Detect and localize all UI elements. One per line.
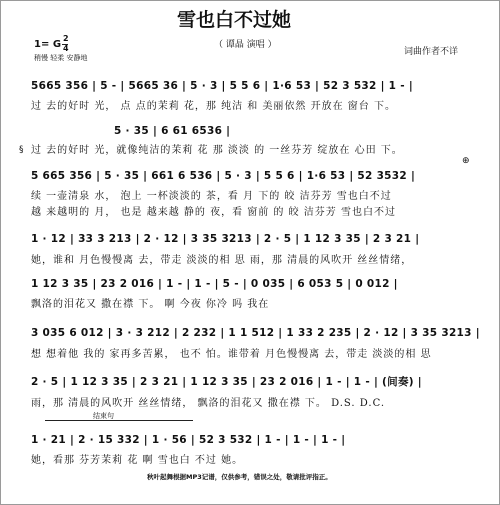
key-signature: 1= G	[34, 39, 62, 50]
lyrics-line-3a: 续 一壶清泉 水， 泡上 一杯淡淡的 茶，看 月 下的 皎 洁芬芳 雪也白不过	[31, 191, 392, 202]
lyrics-line-4: 她，谁和 月色慢慢离 去，带走 淡淡的相 思 雨，那 清晨的风吹开 丝丝情绪，	[31, 255, 413, 266]
lyrics-line-6: 想 想着他 我的 家再多苦累， 也不 怕。谁带着 月色慢慢离 去，带走 淡淡的相 思	[31, 349, 432, 360]
coda-icon: ⊕	[462, 156, 470, 166]
lyrics-line-3b: 越 来越明的 月， 也是 越来越 静的 夜，看 窗前 的 皎 洁芬芳 雪也白不过	[31, 207, 396, 218]
transcription-footnote: 秋叶起舞根据MP3记谱，仅供参考，错误之处，敬请批评指正。	[147, 473, 332, 481]
tempo-marking: 稍慢 轻柔 安静地	[34, 54, 88, 62]
notes-line-3: 5 665 356 | 5 · 35 | 661 6 536 | 5 · 3 | 5 5 6 | 1·6 53 | 52 3532 |	[31, 170, 416, 182]
segno-icon: §	[19, 145, 24, 155]
song-title: 雪也白不过她	[177, 9, 292, 31]
notes-line-8: 1 · 21 | 2 · 15 332 | 1 · 56 | 52 3 532 | 1 - | 1 - | 1 - |	[31, 434, 346, 446]
lyrics-line-1: 过 去的好时 光， 点 点的茉莉 花，那 纯洁 和 美丽依然 开放在 窗台 下。	[31, 101, 396, 112]
meter-bottom: 4	[63, 44, 69, 53]
lyrics-line-2: 过 去的好时 光，就像纯洁的茉莉 花 那 淡淡 的 一丝芬芳 绽放在 心田 下。	[31, 145, 403, 156]
ending-label: 结束句	[93, 412, 114, 420]
notes-line-5: 1 12 3 35 | 23 2 016 | 1 - | 1 - | 5 - | 0 035 | 6 053 5 | 0 012 |	[31, 278, 398, 290]
meter-top: 2	[63, 34, 69, 43]
lyrics-line-5: 飘洛的泪花又 撒在襟 下。 啊 今夜 你冷 吗 我在	[31, 299, 270, 310]
lyrics-line-8: 她，看那 芬芳茉莉 花 啊 雪也白 不过 她。	[31, 455, 244, 466]
notes-line-4: 1 · 12 | 33 3 213 | 2 · 12 | 3 35 3213 | 2 · 5 | 1 12 3 35 | 2 3 21 |	[31, 233, 420, 245]
notes-line-7: 2 · 5 | 1 12 3 35 | 2 3 21 | 1 12 3 35 | 23 2 016 | 1 - | 1 - | (间奏) |	[31, 376, 422, 388]
singer-credit: （ 谭晶 演唱 ）	[214, 40, 277, 50]
notes-line-1: 5665 356 | 5 - | 5665 36 | 5 · 3 | 5 5 6 | 1·6 53 | 52 3 532 | 1 - |	[31, 80, 413, 92]
notes-line-6: 3 035 6 012 | 3 · 3 212 | 2 232 | 1 1 512 | 1 33 2 235 | 2 · 12 | 3 35 3213 |	[31, 327, 480, 339]
notes-line-2: 5 · 35 | 6 61 6536 |	[114, 125, 231, 137]
lyrics-line-7: 雨，那 清晨的风吹开 丝丝情绪， 飘洛的泪花又 撒在襟 下。 D.S. D.C.	[31, 398, 386, 409]
ending-bracket-line	[45, 420, 193, 421]
credits-note: 词曲作者不详	[404, 47, 459, 57]
